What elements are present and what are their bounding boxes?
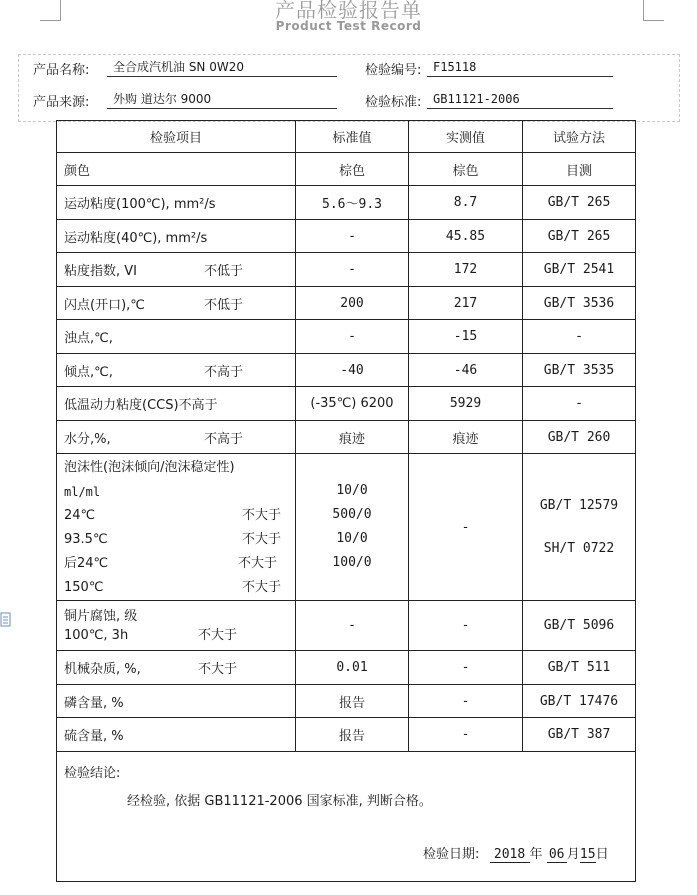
row-standard: 0.01 <box>296 651 409 685</box>
copper-line2: 100℃, 3h <box>64 627 129 643</box>
row-standard: -40 <box>296 354 409 387</box>
row-item: 颜色 <box>57 153 296 186</box>
row-measured: 8.7 <box>409 186 523 220</box>
row-condition: 不低于 <box>203 297 243 313</box>
row-measured: - <box>409 685 523 718</box>
table-row <box>57 320 636 354</box>
conclusion-text: 经检验, 依据 GB11121-2006 国家标准, 判断合格。 <box>127 794 432 809</box>
table-row <box>57 651 636 685</box>
foam-temp: 后24℃ <box>64 556 109 571</box>
inspection-standard-label: 检验标准: <box>365 95 422 110</box>
row-item: 机械杂质, %, <box>64 662 141 677</box>
table-row <box>57 387 636 421</box>
foam-standard: 10/0 <box>336 531 368 546</box>
row-condition: 不高于 <box>178 398 218 413</box>
row-item-cell <box>57 253 296 287</box>
page-subtitle: Product Test Record <box>275 19 422 33</box>
row-standard: 痕迹 <box>296 421 409 454</box>
table-row <box>57 186 636 220</box>
table-row-copper <box>57 601 636 651</box>
row-measured: 棕色 <box>409 153 523 186</box>
inspection-date <box>423 843 609 863</box>
row-item: 粘度指数, VI <box>64 264 137 279</box>
row-standard: - <box>296 220 409 253</box>
row-standard: (-35℃) 6200 <box>296 387 409 421</box>
conclusion-cell <box>57 752 636 882</box>
conclusion-label: 检验结论: <box>64 766 121 781</box>
row-standard: - <box>296 320 409 354</box>
document-icon[interactable] <box>0 612 12 628</box>
foam-unit: ml/ml <box>64 485 101 499</box>
table-row <box>57 287 636 320</box>
conclusion-row <box>57 752 636 882</box>
foam-condition: 不大于 <box>241 508 281 523</box>
copper-line1: 铜片腐蚀, 级 <box>64 608 138 624</box>
row-measured: 172 <box>409 253 523 287</box>
inspection-no-value[interactable]: F15118 <box>427 59 613 77</box>
row-item-cell <box>57 354 296 387</box>
row-method: GB/T 265 <box>523 220 636 253</box>
foam-temp: 150℃ <box>64 580 104 595</box>
header-measured: 实测值 <box>409 121 523 153</box>
row-method: GB/T 17476 <box>523 685 636 718</box>
row-measured: 217 <box>409 287 523 320</box>
row-item-cell <box>57 387 296 421</box>
row-item-cell <box>57 287 296 320</box>
foam-condition: 不大于 <box>241 532 281 547</box>
foam-standard: 10/0 <box>336 483 368 498</box>
table-header-row <box>57 121 636 153</box>
row-measured: 45.85 <box>409 220 523 253</box>
date-year[interactable]: 2018 <box>490 847 530 863</box>
header-item: 检验项目 <box>57 121 296 153</box>
date-label: 检验日期: <box>423 847 480 862</box>
foam-title: 泡沫性(泡沫倾向/泡沫稳定性) <box>64 460 235 475</box>
row-method: GB/T 260 <box>523 421 636 454</box>
copper-measured: - <box>409 601 523 651</box>
row-method: GB/T 3536 <box>523 287 636 320</box>
row-standard: 200 <box>296 287 409 320</box>
date-month[interactable]: 06 <box>547 847 567 863</box>
row-measured: - <box>409 718 523 752</box>
row-condition: 不大于 <box>197 662 237 677</box>
foam-measured: - <box>409 454 523 601</box>
table-row <box>57 685 636 718</box>
product-name-label: 产品名称: <box>33 63 90 78</box>
row-measured: -46 <box>409 354 523 387</box>
date-year-unit: 年 <box>529 847 543 862</box>
page-title: 产品检验报告单 <box>275 0 422 22</box>
row-standard: 棕色 <box>296 153 409 186</box>
row-standard: 报告 <box>296 685 409 718</box>
row-item: 浊点,℃, <box>57 320 296 354</box>
row-item: 磷含量, % <box>57 685 296 718</box>
foam-method: SH/T 0722 <box>543 541 615 556</box>
foam-condition: 不大于 <box>241 580 281 595</box>
row-item-cell <box>57 651 296 685</box>
product-info-box <box>18 54 680 122</box>
row-measured: - <box>409 651 523 685</box>
row-measured: -15 <box>409 320 523 354</box>
copper-item-cell <box>57 601 296 651</box>
product-name-value[interactable]: 全合成汽机油 SN 0W20 <box>107 59 337 77</box>
row-standard: 5.6～9.3 <box>296 186 409 220</box>
foam-standard: 500/0 <box>332 507 372 522</box>
row-item: 倾点,℃, <box>64 364 113 380</box>
foam-item-cell <box>57 454 296 601</box>
row-method: GB/T 387 <box>523 718 636 752</box>
foam-condition: 不大于 <box>237 556 277 571</box>
row-item: 水分,%, <box>64 431 111 447</box>
date-month-unit: 月 <box>566 847 580 862</box>
product-source-label: 产品来源: <box>33 95 90 110</box>
row-item-cell <box>57 421 296 454</box>
foam-temp: 93.5℃ <box>64 532 108 547</box>
table-row-foam <box>57 454 636 601</box>
row-method: GB/T 2541 <box>523 253 636 287</box>
table-row <box>57 253 636 287</box>
foam-temp: 24℃ <box>64 508 96 523</box>
copper-standard: - <box>296 601 409 651</box>
inspection-no-label: 检验编号: <box>365 63 422 78</box>
date-day-unit: 日 <box>595 847 609 862</box>
row-condition: 不低于 <box>203 264 243 279</box>
row-item: 闪点(开口),℃ <box>64 297 145 313</box>
date-day[interactable]: 15 <box>579 847 596 862</box>
row-method: GB/T 511 <box>523 651 636 685</box>
foam-standard: 100/0 <box>332 555 372 570</box>
product-source-value[interactable]: 外购 道达尔 9000 <box>107 91 337 109</box>
table-row <box>57 718 636 752</box>
inspection-standard-value[interactable]: GB11121-2006 <box>427 91 613 109</box>
foam-method-cell <box>523 454 636 601</box>
header-standard: 标准值 <box>296 121 409 153</box>
row-standard: 报告 <box>296 718 409 752</box>
row-item: 运动粘度(40℃), mm²/s <box>57 220 296 253</box>
table-row <box>57 220 636 253</box>
table-row <box>57 354 636 387</box>
row-method: GB/T 3535 <box>523 354 636 387</box>
table-row <box>57 421 636 454</box>
row-measured: 5929 <box>409 387 523 421</box>
header-method: 试验方法 <box>523 121 636 153</box>
table-row <box>57 153 636 186</box>
row-item: 运动粘度(100℃), mm²/s <box>57 186 296 220</box>
row-item: 硫含量, % <box>57 718 296 752</box>
row-method: 目测 <box>523 153 636 186</box>
row-measured: 痕迹 <box>409 421 523 454</box>
inspection-table <box>56 120 636 882</box>
copper-method: GB/T 5096 <box>523 601 636 651</box>
foam-method: GB/T 12579 <box>539 498 619 513</box>
row-method: GB/T 265 <box>523 186 636 220</box>
row-method: - <box>523 320 636 354</box>
row-method: - <box>523 387 636 421</box>
row-condition: 不高于 <box>203 431 243 447</box>
copper-condition: 不大于 <box>197 627 237 643</box>
row-item: 低温动力粘度(CCS) <box>64 398 179 413</box>
foam-standard-cell <box>296 454 409 601</box>
row-standard: - <box>296 253 409 287</box>
row-condition: 不高于 <box>203 364 243 380</box>
